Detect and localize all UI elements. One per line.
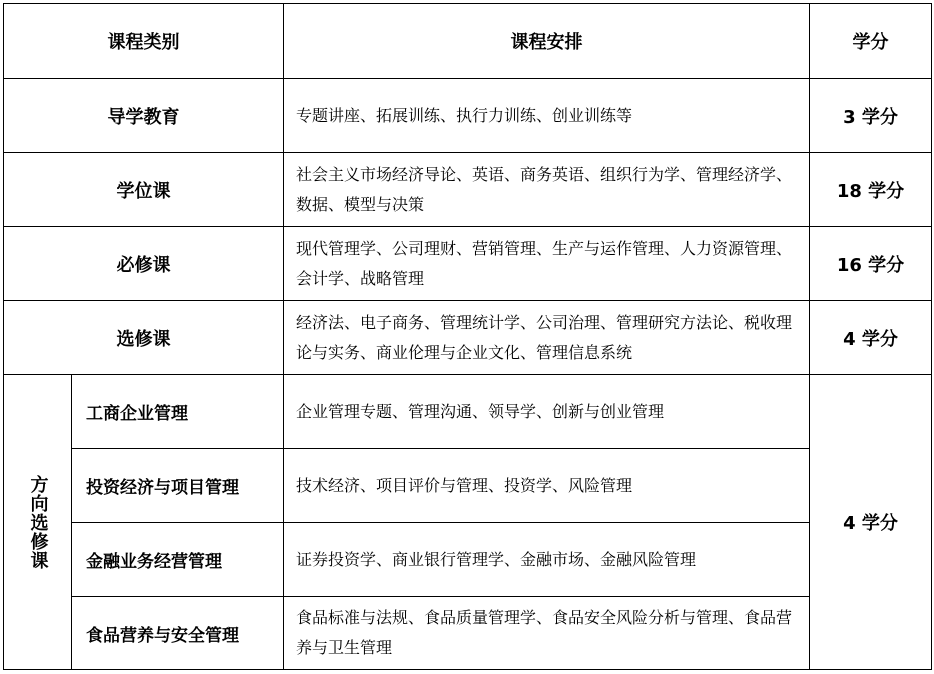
table-row [4, 153, 932, 227]
table-row [4, 227, 932, 301]
track-name-cell: 金融业务经营管理 [72, 523, 284, 597]
credits-cell: 4 学分 [810, 301, 932, 375]
table-header-row [4, 4, 932, 79]
table-row [4, 79, 932, 153]
arrangement-cell: 社会主义市场经济导论、英语、商务英语、组织行为学、管理经济学、数据、模型与决策 [284, 153, 810, 227]
curriculum-table [3, 3, 932, 670]
credits-cell: 3 学分 [810, 79, 932, 153]
header-credits: 学分 [810, 4, 932, 79]
category-cell: 必修课 [4, 227, 284, 301]
track-courses-cell: 技术经济、项目评价与管理、投资学、风险管理 [284, 449, 810, 523]
table-row [4, 523, 932, 597]
arrangement-cell: 专题讲座、拓展训练、执行力训练、创业训练等 [284, 79, 810, 153]
arrangement-cell: 现代管理学、公司理财、营销管理、生产与运作管理、人力资源管理、会计学、战略管理 [284, 227, 810, 301]
direction-label: 方向选修课 [27, 474, 49, 570]
track-courses-cell: 食品标准与法规、食品质量管理学、食品安全风险分析与管理、食品营养与卫生管理 [284, 597, 810, 670]
category-cell: 选修课 [4, 301, 284, 375]
arrangement-cell: 经济法、电子商务、管理统计学、公司治理、管理研究方法论、税收理论与实务、商业伦理与企业文化、管理信息系统 [284, 301, 810, 375]
table-row [4, 597, 932, 670]
track-name-cell: 投资经济与项目管理 [72, 449, 284, 523]
table-row [4, 301, 932, 375]
credits-cell: 18 学分 [810, 153, 932, 227]
table-row [4, 449, 932, 523]
category-cell: 导学教育 [4, 79, 284, 153]
direction-credits-cell: 4 学分 [810, 375, 932, 670]
header-category: 课程类别 [4, 4, 284, 79]
direction-label-cell [4, 375, 72, 670]
track-name-cell: 食品营养与安全管理 [72, 597, 284, 670]
credits-cell: 16 学分 [810, 227, 932, 301]
header-arrangement: 课程安排 [284, 4, 810, 79]
category-cell: 学位课 [4, 153, 284, 227]
table-row [4, 375, 932, 449]
track-name-cell: 工商企业管理 [72, 375, 284, 449]
track-courses-cell: 证券投资学、商业银行管理学、金融市场、金融风险管理 [284, 523, 810, 597]
track-courses-cell: 企业管理专题、管理沟通、领导学、创新与创业管理 [284, 375, 810, 449]
